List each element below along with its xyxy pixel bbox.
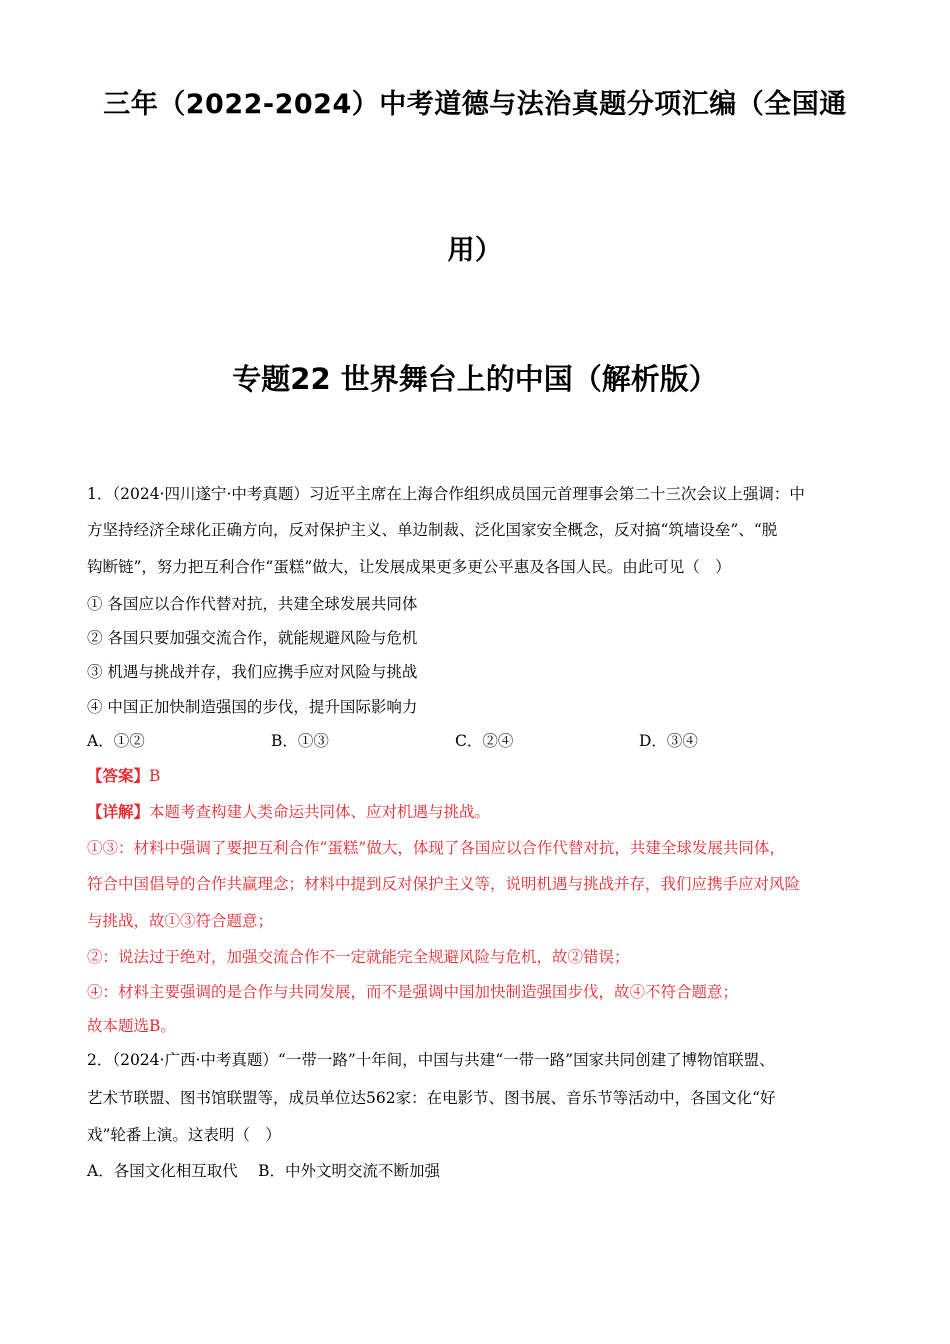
q2-stem-line-2: 艺术节联盟、图书馆联盟等，成员单位达562家：在电影节、图书展、音乐节等活动中，各国文化“好: [87, 1089, 776, 1107]
document-subtitle: 专题22 世界舞台上的中国（解析版）: [232, 362, 718, 396]
q1-statement-1: ① 各国应以合作代替对抗，共建全球发展共同体: [87, 595, 418, 613]
q1-option-d: D．③④: [639, 732, 698, 750]
detail-label: 【详解】: [87, 802, 150, 821]
q1-detail: [87, 802, 862, 822]
q1-statement-4: ④ 中国正加快制造强国的步伐，提升国际影响力: [87, 698, 418, 716]
q1-explanation-line-2: 符合中国倡导的合作共赢理念；材料中提到反对保护主义等，说明机遇与挑战并存，我们应携手应对风险: [87, 875, 801, 893]
detail-intro: 本题考查构建人类命运共同体、应对机遇与挑战。: [149, 803, 491, 821]
q1-explanation-line-6: 故本题选B。: [87, 1017, 176, 1035]
q1-answer: [87, 766, 862, 786]
q1-statement-3: ③ 机遇与挑战并存，我们应携手应对风险与挑战: [87, 663, 418, 681]
document-title-line-2: 用）: [447, 235, 503, 266]
q1-statement-2: ② 各国只要加强交流合作，就能规避风险与危机: [87, 629, 418, 647]
q1-explanation-line-1: ①③：材料中强调了要把互利合作“蛋糕”做大，体现了各国应以合作代替对抗，共建全球发展共同体，: [87, 839, 785, 857]
q1-option-b: B．①③: [271, 732, 329, 750]
q2-stem-line-3: 戏”轮番上演。这表明（ ）: [87, 1126, 281, 1144]
q1-explanation-line-3: 与挑战，故①③符合题意；: [87, 912, 274, 930]
q2-options: A．各国文化相互取代 B．中外文明交流不断加强: [87, 1162, 441, 1180]
q1-stem-line-2: 方坚持经济全球化正确方向，反对保护主义、单边制裁、泛化国家安全概念，反对搞“筑墙设垒”、“脱: [87, 521, 778, 539]
q1-option-c: C．②④: [455, 732, 514, 750]
document-title-line-1: 三年（2022-2024）中考道德与法治真题分项汇编（全国通: [103, 89, 847, 120]
q1-option-a: A．①②: [87, 732, 145, 750]
q1-explanation-line-4: ②：说法过于绝对，加强交流合作不一定就能完全规避风险与危机，故②错误；: [87, 948, 630, 966]
q1-stem-line-3: 钩断链”，努力把互利合作“蛋糕”做大，让发展成果更多更公平惠及各国人民。由此可见（ ）: [87, 558, 731, 576]
answer-value: B: [149, 767, 161, 785]
answer-label: 【答案】: [87, 766, 150, 785]
q1-stem-line-1: 1．（2024·四川遂宁·中考真题）习近平主席在上海合作组织成员国元首理事会第二十三次会议上强调：中: [87, 485, 805, 503]
q2-stem-line-1: 2．（2024·广西·中考真题）“一带一路”十年间，中国与共建“一带一路”国家共同创建了博物馆联盟、: [87, 1051, 775, 1069]
q1-explanation-line-5: ④：材料主要强调的是合作与共同发展，而不是强调中国加快制造强国步伐，故④不符合题意；: [87, 983, 739, 1001]
